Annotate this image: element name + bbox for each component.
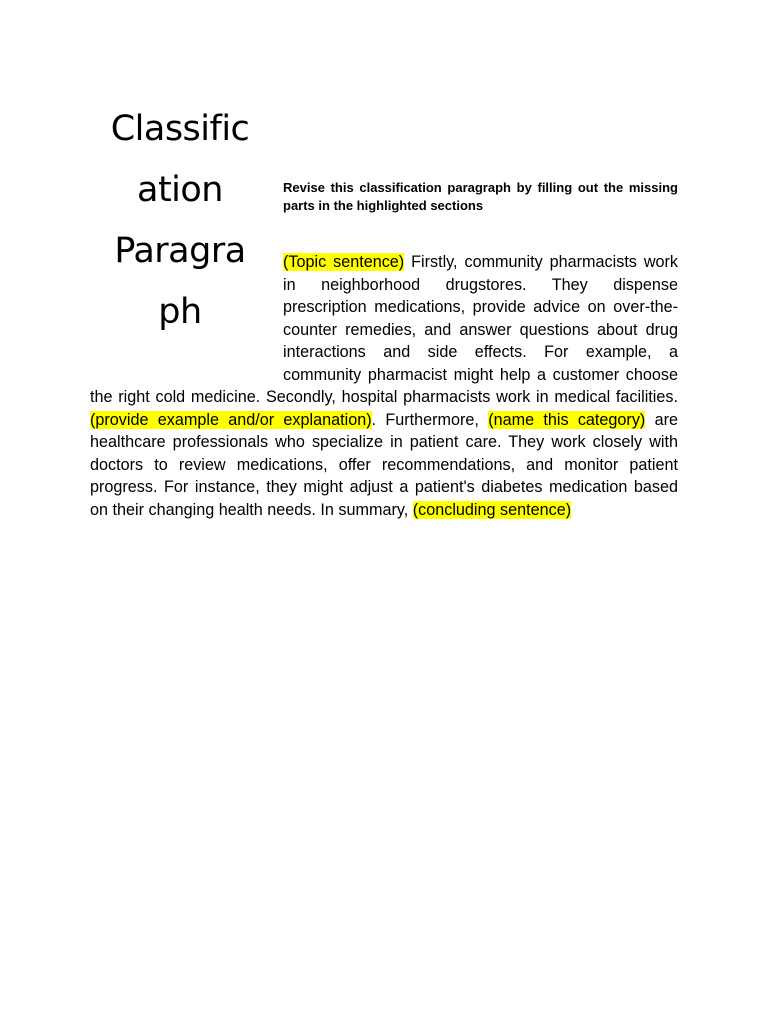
paragraph-text-1: Firstly, community pharmacists work in neighborhood drugstores. They dispense prescription medications, provide advice on over-the-counter remedies, and answer questions about drug interactions and side effects. For example, a community pharmacist might help a customer choose the right cold medicine. Secondly, hospital pharmacists work in medical facilities.: [90, 253, 678, 406]
concluding-sentence-placeholder: (concluding sentence): [412, 500, 572, 519]
title-line: Classific: [110, 109, 250, 149]
category-placeholder: (name this category): [488, 410, 646, 429]
example-placeholder: (provide example and/or explanation): [90, 410, 372, 429]
topic-sentence-placeholder: (Topic sentence): [283, 253, 405, 271]
paragraph-text-3: are healthcare professionals who specialize in patient care. They work closely with doctors to review medications, offer recommendations, and monitor patient progress. For instance, they might adjust a patient's diabetes medication based on their changing health needs. In summary,: [90, 410, 678, 519]
title-line: ph: [158, 292, 202, 332]
title-spacer: [90, 251, 283, 364]
instruction-text: Revise this classification paragraph by filling out the missing parts in the highlighted sections: [283, 180, 678, 213]
paragraph-text-2: . Furthermore,: [371, 410, 489, 429]
classification-paragraph: [90, 251, 678, 521]
title-line: ation: [137, 170, 223, 210]
title-line: Paragra: [114, 231, 246, 271]
